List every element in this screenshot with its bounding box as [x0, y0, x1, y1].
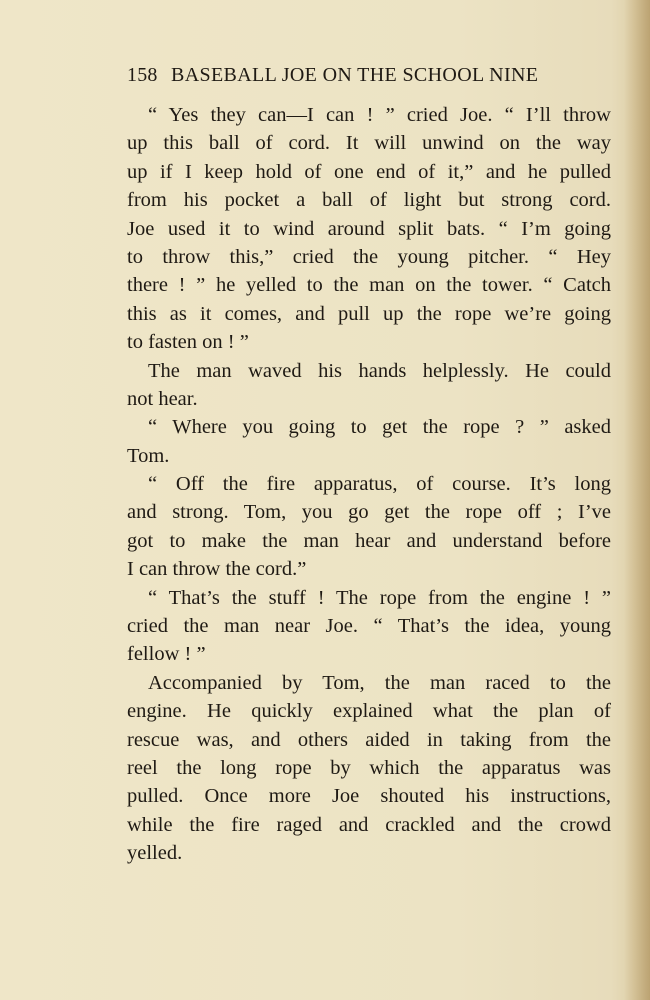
text-line: this as it comes, and pull up the rope we’re going: [127, 302, 611, 325]
text-line: rescue was, and others aided in taking from the: [127, 728, 611, 751]
text-line: fellow ! ”: [127, 643, 206, 666]
text-line: The man waved his hands helplessly. He could: [148, 359, 611, 382]
text-line: engine. He quickly explained what the plan of: [127, 700, 611, 723]
page-number: 158: [127, 64, 158, 86]
text-line: not hear.: [127, 387, 198, 410]
text-line: yelled.: [127, 842, 183, 865]
text-line: got to make the man hear and understand before: [127, 529, 611, 552]
text-line: reel the long rope by which the apparatus was: [127, 756, 611, 779]
text-line: to fasten on ! ”: [127, 331, 249, 354]
running-header: [127, 64, 612, 90]
text-line: pulled. Once more Joe shouted his instructions,: [127, 785, 611, 808]
text-line: Joe used it to wind around split bats. “ I’m going: [127, 217, 611, 240]
text-line: Tom.: [127, 444, 170, 467]
text-line: while the fire raged and crackled and the crowd: [127, 813, 611, 836]
text-line: up this ball of cord. It will unwind on the way: [127, 132, 611, 155]
text-line: and strong. Tom, you go get the rope off ; I’ve: [127, 501, 611, 524]
text-line: “ Off the fire apparatus, of course. It’s long: [148, 473, 611, 496]
text-line: to throw this,” cried the young pitcher. “ Hey: [127, 245, 611, 268]
text-line: “ Where you going to get the rope ? ” asked: [148, 416, 611, 439]
text-line: from his pocket a ball of light but strong cord.: [127, 189, 611, 212]
text-line: “ That’s the stuff ! The rope from the engine ! ”: [148, 586, 611, 609]
text-line: up if I keep hold of one end of it,” and he pulled: [127, 160, 611, 183]
text-line: Accompanied by Tom, the man raced to the: [148, 671, 611, 694]
text-line: cried the man near Joe. “ That’s the idea, young: [127, 615, 611, 638]
body-text: [127, 101, 611, 868]
text-line: “ Yes they can—I can ! ” cried Joe. “ I’ll throw: [148, 104, 611, 126]
running-head: BASEBALL JOE ON THE SCHOOL NINE: [171, 64, 539, 86]
text-line: there ! ” he yelled to the man on the tower. “ Catch: [127, 274, 611, 297]
page-edge-shadow: [624, 0, 650, 1000]
text-line: I can throw the cord.”: [127, 558, 307, 581]
